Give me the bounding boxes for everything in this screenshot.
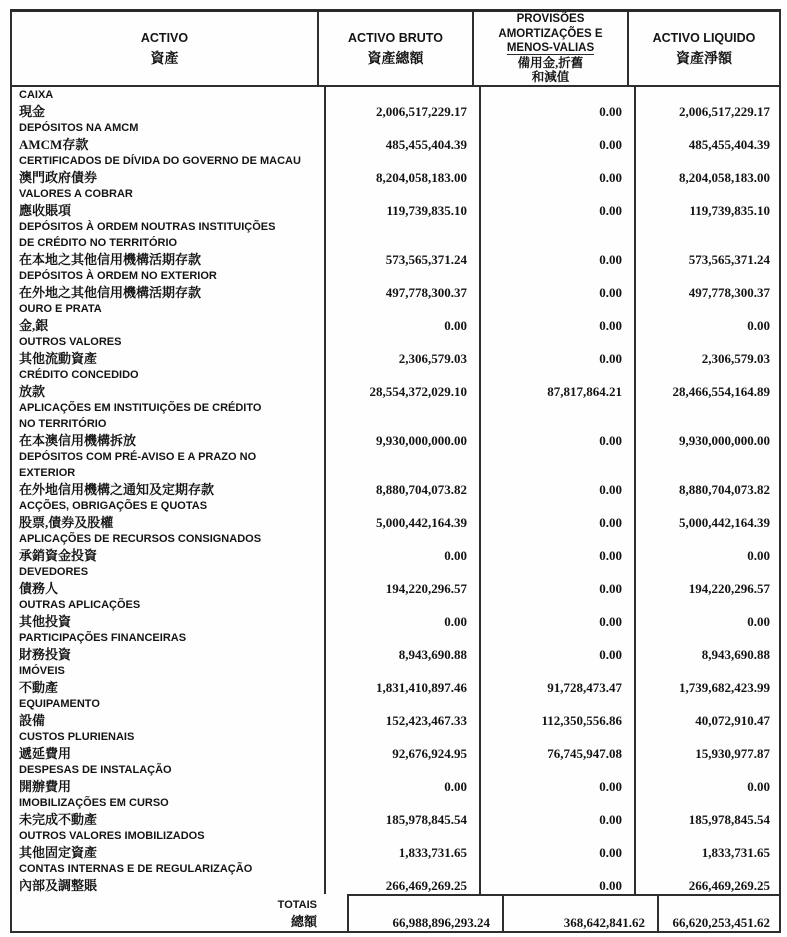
provisions-value: 0.00 (479, 795, 634, 828)
asset-label-cell (12, 87, 324, 120)
column-header-activo (12, 12, 317, 85)
asset-label-pt: ACÇÕES, OBRIGAÇÕES E QUOTAS (19, 500, 208, 512)
assets-table (10, 9, 781, 933)
asset-label-pt: OUTROS VALORES IMOBILIZADOS (19, 830, 205, 842)
asset-label-pt: DEPÓSITOS À ORDEM NOUTRAS INSTITUIÇÕES (19, 221, 276, 233)
table-row (12, 762, 779, 795)
provisions-value: 0.00 (479, 498, 634, 531)
net-value: 2,006,517,229.17 (634, 87, 779, 120)
gross-value: 194,220,296.57 (324, 564, 479, 597)
gross-value: 0.00 (324, 531, 479, 564)
asset-label-zh: 在外地信用機構之通知及定期存款 (19, 482, 215, 497)
provisions-value: 0.00 (479, 153, 634, 186)
asset-label-zh: 在本澳信用機構拆放 (19, 433, 137, 448)
net-value: 266,469,269.25 (634, 861, 779, 894)
net-value: 9,930,000,000.00 (634, 400, 779, 449)
net-value: 1,833,731.65 (634, 828, 779, 861)
asset-label-cell (12, 268, 324, 301)
column-header-activo-bruto (317, 12, 472, 85)
net-value: 185,978,845.54 (634, 795, 779, 828)
asset-label-pt: IMÓVEIS (19, 665, 65, 677)
asset-label-cell (12, 153, 324, 186)
table-row (12, 663, 779, 696)
asset-label-cell (12, 795, 324, 828)
net-value: 0.00 (634, 597, 779, 630)
net-value: 15,930,977.87 (634, 729, 779, 762)
asset-label-cell (12, 301, 324, 334)
provisions-value: 0.00 (479, 219, 634, 268)
table-row (12, 367, 779, 400)
asset-label-cell (12, 120, 324, 153)
net-value: 0.00 (634, 531, 779, 564)
net-value: 2,306,579.03 (634, 334, 779, 367)
totals-provisions-value: 368,642,841.62 (502, 894, 657, 931)
net-value: 485,455,404.39 (634, 120, 779, 153)
net-value: 119,739,835.10 (634, 186, 779, 219)
table-row (12, 87, 779, 120)
column-header-activo-liquido (627, 12, 779, 85)
provisions-value: 91,728,473.47 (479, 663, 634, 696)
asset-label-zh: 其他投資 (19, 614, 72, 629)
asset-label-cell (12, 762, 324, 795)
asset-label-pt: DESPESAS DE INSTALAÇÃO (19, 764, 172, 776)
table-row (12, 795, 779, 828)
asset-label-pt: NO TERRITÓRIO (19, 418, 107, 430)
table-row (12, 186, 779, 219)
gross-value: 9,930,000,000.00 (324, 400, 479, 449)
table-row (12, 729, 779, 762)
asset-label-cell (12, 449, 324, 498)
gross-value: 0.00 (324, 597, 479, 630)
asset-label-cell (12, 367, 324, 400)
asset-label-zh: 金,銀 (19, 318, 49, 333)
gross-value: 0.00 (324, 762, 479, 795)
asset-label-pt: CUSTOS PLURIENAIS (19, 731, 135, 743)
provisions-value: 0.00 (479, 828, 634, 861)
net-value: 28,466,554,164.89 (634, 367, 779, 400)
asset-label-pt: CRÉDITO CONCEDIDO (19, 369, 139, 381)
totals-label-pt: TOTAIS (277, 899, 317, 911)
asset-label-cell (12, 597, 324, 630)
asset-label-zh: 開辦費用 (19, 779, 72, 794)
asset-label-cell (12, 531, 324, 564)
asset-label-pt: CONTAS INTERNAS E DE REGULARIZAÇÃO (19, 863, 253, 875)
asset-label-cell (12, 219, 324, 268)
asset-label-zh: 遞延費用 (19, 746, 72, 761)
gross-value: 1,833,731.65 (324, 828, 479, 861)
gross-value: 1,831,410,897.46 (324, 663, 479, 696)
table-row (12, 564, 779, 597)
net-value: 5,000,442,164.39 (634, 498, 779, 531)
asset-label-zh: 設備 (19, 713, 46, 728)
asset-label-zh: 現金 (19, 104, 46, 119)
table-row (12, 861, 779, 894)
net-value: 497,778,300.37 (634, 268, 779, 301)
provisions-value: 87,817,864.21 (479, 367, 634, 400)
totals-row (12, 894, 779, 931)
table-body (12, 87, 779, 894)
column-header-activo-liquido-pt: ACTIVO LIQUIDO (652, 30, 756, 45)
asset-label-cell (12, 564, 324, 597)
net-value: 8,880,704,073.82 (634, 449, 779, 498)
asset-label-pt: PARTICIPAÇÕES FINANCEIRAS (19, 632, 187, 644)
asset-label-pt: OUTRAS APLICAÇÕES (19, 599, 141, 611)
provisions-value: 0.00 (479, 268, 634, 301)
gross-value: 8,204,058,183.00 (324, 153, 479, 186)
gross-value: 119,739,835.10 (324, 186, 479, 219)
gross-value: 185,978,845.54 (324, 795, 479, 828)
asset-label-pt: EXTERIOR (19, 467, 76, 479)
net-value: 1,739,682,423.99 (634, 663, 779, 696)
asset-label-pt: DEPÓSITOS NA AMCM (19, 122, 139, 134)
totals-label-cell (12, 894, 347, 931)
provisions-value: 0.00 (479, 762, 634, 795)
column-header-activo-bruto-zh: 資產總額 (367, 51, 424, 67)
asset-label-zh: 其他固定資產 (19, 845, 98, 860)
column-header-activo-pt: ACTIVO (140, 30, 189, 45)
net-value: 0.00 (634, 762, 779, 795)
gross-value: 92,676,924.95 (324, 729, 479, 762)
provisions-value: 0.00 (479, 531, 634, 564)
asset-label-cell (12, 498, 324, 531)
column-header-provisoes-line3: MENOS-VALIAS (506, 42, 595, 54)
provisions-value: 76,745,947.08 (479, 729, 634, 762)
gross-value: 8,880,704,073.82 (324, 449, 479, 498)
asset-label-cell (12, 663, 324, 696)
provisions-value: 0.00 (479, 630, 634, 663)
asset-label-zh: 承銷資金投資 (19, 548, 98, 563)
table-row (12, 498, 779, 531)
column-header-activo-zh: 資產 (150, 51, 179, 67)
asset-label-zh: 在外地之其他信用機構活期存款 (19, 285, 202, 300)
table-row (12, 268, 779, 301)
column-header-provisoes (472, 12, 627, 85)
asset-label-pt: DEPÓSITOS COM PRÉ-AVISO E A PRAZO NO (19, 451, 257, 463)
gross-value: 0.00 (324, 301, 479, 334)
totals-net-value: 66,620,253,451.62 (657, 894, 779, 931)
column-header-provisoes-zh1: 備用金,折舊 (517, 55, 584, 70)
provisions-value: 0.00 (479, 87, 634, 120)
asset-label-pt: DE CRÉDITO NO TERRITÓRIO (19, 237, 178, 249)
asset-label-pt: CAIXA (19, 89, 54, 101)
provisions-value: 0.00 (479, 861, 634, 894)
gross-value: 573,565,371.24 (324, 219, 479, 268)
provisions-value: 0.00 (479, 301, 634, 334)
column-header-activo-bruto-pt: ACTIVO BRUTO (348, 30, 443, 45)
net-value: 8,204,058,183.00 (634, 153, 779, 186)
provisions-value: 0.00 (479, 334, 634, 367)
asset-label-pt: EQUIPAMENTO (19, 698, 100, 710)
asset-label-zh: 其他流動資產 (19, 351, 98, 366)
provisions-value: 0.00 (479, 400, 634, 449)
table-row (12, 630, 779, 663)
net-value: 0.00 (634, 301, 779, 334)
provisions-value: 0.00 (479, 597, 634, 630)
asset-label-cell (12, 861, 324, 894)
column-header-provisoes-zh2: 和減值 (531, 70, 570, 84)
gross-value: 497,778,300.37 (324, 268, 479, 301)
asset-label-pt: APLICAÇÕES EM INSTITUIÇÕES DE CRÉDITO (19, 402, 262, 414)
table-header-row (12, 12, 779, 87)
provisions-value: 0.00 (479, 186, 634, 219)
column-header-provisoes-line2: AMORTIZAÇÕES E (498, 27, 603, 40)
asset-label-zh: 應收賬項 (19, 203, 72, 218)
gross-value: 2,306,579.03 (324, 334, 479, 367)
table-row (12, 219, 779, 268)
gross-value: 5,000,442,164.39 (324, 498, 479, 531)
asset-label-zh: 不動產 (19, 680, 59, 695)
net-value: 8,943,690.88 (634, 630, 779, 663)
table-row (12, 400, 779, 449)
asset-label-zh: 債務人 (19, 581, 59, 596)
asset-label-cell (12, 729, 324, 762)
net-value: 40,072,910.47 (634, 696, 779, 729)
provisions-value: 0.00 (479, 564, 634, 597)
asset-label-pt: OUTROS VALORES (19, 336, 122, 348)
table-row (12, 597, 779, 630)
table-row (12, 153, 779, 186)
asset-label-zh: 在本地之其他信用機構活期存款 (19, 252, 202, 267)
asset-label-cell (12, 186, 324, 219)
asset-label-cell (12, 828, 324, 861)
gross-value: 28,554,372,029.10 (324, 367, 479, 400)
provisions-value: 112,350,556.86 (479, 696, 634, 729)
table-row (12, 696, 779, 729)
totals-label-zh: 總額 (290, 914, 317, 929)
gross-value: 266,469,269.25 (324, 861, 479, 894)
table-row (12, 828, 779, 861)
asset-label-zh: AMCM存款 (19, 137, 89, 152)
asset-label-zh: 澳門政府債券 (19, 170, 98, 185)
provisions-value: 0.00 (479, 449, 634, 498)
gross-value: 8,943,690.88 (324, 630, 479, 663)
asset-label-zh: 財務投資 (19, 647, 72, 662)
totals-gross-value: 66,988,896,293.24 (347, 894, 502, 931)
column-header-activo-liquido-zh: 資產淨額 (676, 51, 732, 67)
asset-label-pt: CERTIFICADOS DE DÍVIDA DO GOVERNO DE MACAU (19, 155, 301, 167)
table-row (12, 301, 779, 334)
gross-value: 152,423,467.33 (324, 696, 479, 729)
table-row (12, 120, 779, 153)
asset-label-zh: 放款 (19, 384, 46, 399)
asset-label-pt: DEVEDORES (19, 566, 89, 578)
asset-label-pt: APLICAÇÕES DE RECURSOS CONSIGNADOS (19, 533, 262, 545)
net-value: 194,220,296.57 (634, 564, 779, 597)
asset-label-pt: OURO E PRATA (19, 303, 102, 315)
gross-value: 2,006,517,229.17 (324, 87, 479, 120)
net-value: 573,565,371.24 (634, 219, 779, 268)
asset-label-zh: 股票,債券及股權 (19, 515, 114, 530)
column-header-provisoes-line1: PROVISÕES (516, 13, 585, 25)
asset-label-cell (12, 400, 324, 449)
asset-label-cell (12, 630, 324, 663)
asset-label-pt: DEPÓSITOS À ORDEM NO EXTERIOR (19, 270, 217, 282)
table-row (12, 531, 779, 564)
asset-label-pt: VALORES A COBRAR (19, 188, 133, 200)
table-row (12, 449, 779, 498)
asset-label-cell (12, 334, 324, 367)
provisions-value: 0.00 (479, 120, 634, 153)
asset-label-pt: IMOBILIZAÇÕES EM CURSO (19, 797, 169, 809)
asset-label-zh: 未完成不動產 (19, 812, 98, 827)
table-row (12, 334, 779, 367)
gross-value: 485,455,404.39 (324, 120, 479, 153)
asset-label-zh: 內部及調整賬 (19, 878, 98, 893)
asset-label-cell (12, 696, 324, 729)
